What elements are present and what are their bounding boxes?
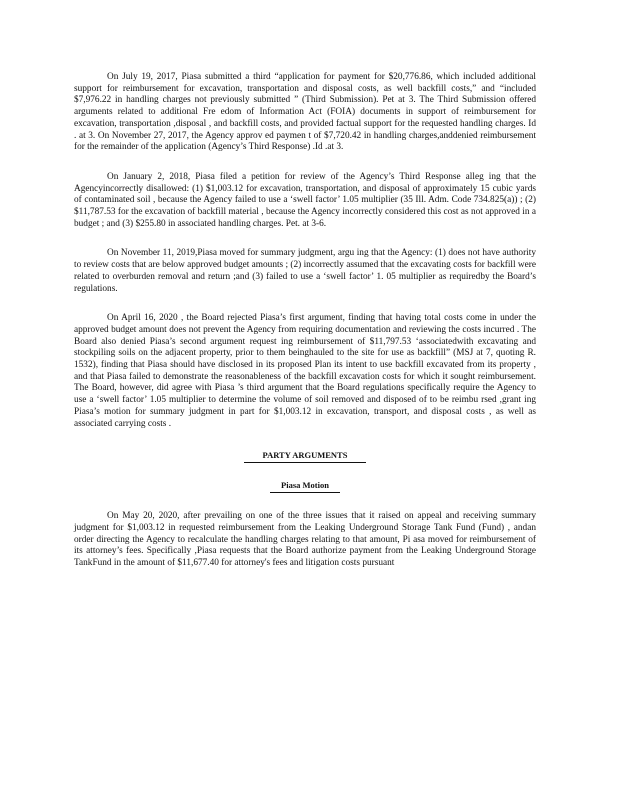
section-heading-text: PARTY ARGUMENTS: [244, 450, 366, 463]
subsection-heading: [74, 480, 536, 493]
paragraph-summary-judgment-motion: On November 11, 2019,Piasa moved for summary judgment, argu ing that the Agency: (1) does not have authority to review costs that are below approved budget amounts ; (2) incorrectly assumed that the excavating costs for backfill were related to overburden removal and return ;and (3) failed to use a ‘swell factor’ 1. 05 multiplier as requiredby the Board’s regulations.: [74, 248, 536, 294]
paragraph-fee-motion: On May 20, 2020, after prevailing on one of the three issues that it raised on appeal and receiving summary judgment for $1,003.12 in requested reimbursement from the Leaking Underground Storage Tank Fund (Fund) , andan order directing the Agency to recalculate the handling charges relating to that amount, Pi asa moved for reimbursement of its attorney’s fees. Specifically ,Piasa requests that the Board authorize payment from the Leaking Underground Storage TankFund in the amount of $11,677.40 for attorney's fees and litigation costs pursuant: [74, 511, 536, 569]
section-heading: [74, 450, 536, 463]
document-page: [74, 72, 536, 570]
subsection-heading-text: Piasa Motion: [270, 480, 340, 493]
paragraph-board-ruling: On April 16, 2020 , the Board rejected Piasa’s first argument, finding that having total costs come in under the approved budget amount does not prevent the Agency from requiring documentation and reviewing the costs incurred . The Board also denied Piasa’s second argument request ing reimbursement of $11,797.53 ‘associatedwith excavating and stockpiling soils on the adjacent property, prior to them beinghauled to the site for use as backfill” (MSJ at 7, quoting R. 1532), finding that Piasa should have disclosed in its proposed Plan its intent to use backfill excavated from its property , and that Piasa failed to demonstrate the reasonableness of the backfill excavation costs for which it sought reimbursement. The Board, however, did agree with Piasa ’s third argument that the Board regulations specifically require the Agency to use a ‘swell factor’ 1.05 multiplier to determine the volume of soil removed and disposed of to be reimbu rsed ,grant ing Piasa’s motion for summary judgment in part for $1,003.12 in excavation, transport, and disposal costs , as well as associated carrying costs .: [74, 313, 536, 429]
paragraph-petition-for-review: On January 2, 2018, Piasa filed a petition for review of the Agency’s Third Response alleg ing that the Agencyincorrectly disallowed: (1) $1,003.12 for excavation, transportation, and disposal of approximately 15 cubic yards of contaminated soil , because the Agency failed to use a ‘swell factor’ 1.05 multiplier (35 Ill. Adm. Code 734.825(a)) ; (2) $11,787.53 for the excavation of backfill material , because the Agency incorrectly considered this cost as not approved in a budget ; and (3) $255.80 in associated handling charges. Pet. at 3-6.: [74, 171, 536, 229]
paragraph-third-submission: On July 19, 2017, Piasa submitted a third “application for payment for $20,776.86, which included additional support for reimbursement for excavation, transportation and disposal costs, as well backfill costs,” and “included $7,976.22 in handling charges not previously submitted ” (Third Submission). Pet at 3. The Third Submission offered arguments related to additional Fre edom of Information Act (FOIA) documents in support of reimbursement for excavation, transportation ,disposal , and backfill costs, and provided factual support for the requested handling charges. Id . at 3. On November 27, 2017, the Agency approv ed paymen t of $7,720.42 in handling charges,anddenied reimbursement for the remainder of the application (Agency’s Third Response) .Id .at 3.: [74, 72, 536, 153]
